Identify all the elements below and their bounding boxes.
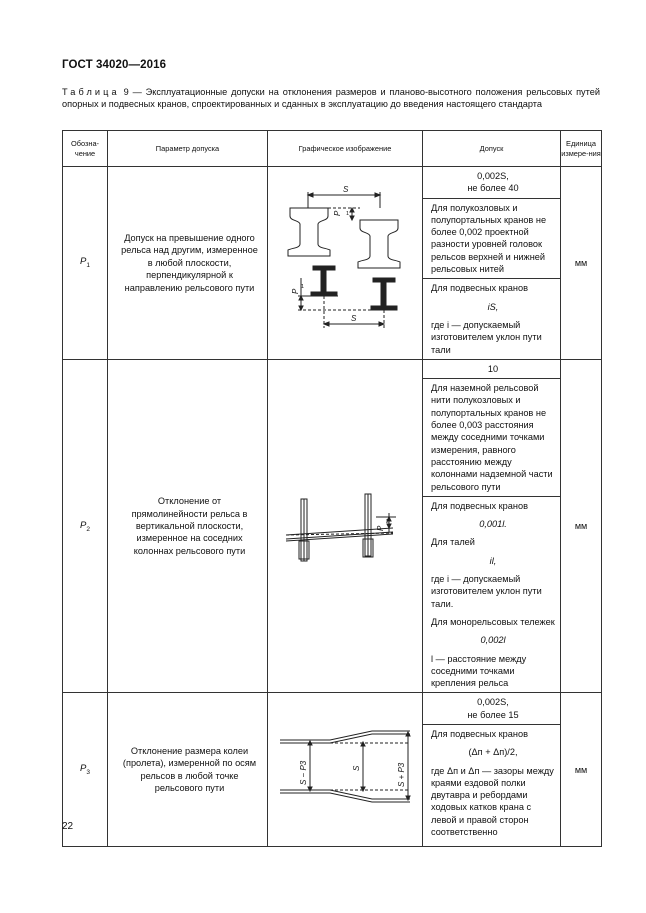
row-unit: мм [561, 693, 602, 847]
svg-text:S: S [351, 314, 357, 324]
rail-height-diagram [268, 178, 423, 347]
straightness-diagram [268, 371, 423, 682]
row-param: Отклонение размера колеи (пролета), измеренной по осям рельсов в любой точке рельсового пути [108, 693, 268, 847]
table-row [63, 167, 602, 360]
table-caption [62, 86, 600, 111]
header-figure: Графическое изображение [268, 131, 423, 167]
svg-text:P: P [376, 525, 385, 531]
row-figure [268, 359, 423, 693]
row-code: $P_2$ [63, 359, 108, 693]
row-figure [268, 167, 423, 360]
svg-text:1: 1 [346, 211, 350, 218]
row-unit: мм [561, 359, 602, 693]
svg-text:P: P [291, 289, 300, 295]
row-tolerance: 0,002S, не более 40 Для полукозловых и полупортальных кранов не более 0,002 проектной разности уровней головок рельсов верхней и нижней рельсовых нитей Для подвесных кранов iS, где i — допускаемый изготовителем уклон пути тали [423, 167, 561, 360]
caption-text: — Эксплуатационные допуски на отклонения размеров и планово-высотного положения рельсовых путей опорных и подвесных кранов, спроектированных и сданных в эксплуатацию до введения настоящего стандарта [62, 87, 600, 110]
svg-text:S − P3: S − P3 [299, 761, 308, 786]
row-figure [268, 693, 423, 847]
svg-text:S: S [343, 185, 349, 195]
page-number: 22 [62, 821, 74, 832]
caption-number: 9 [123, 87, 129, 97]
header-code: Обозна-чение [63, 131, 108, 167]
table-row [63, 693, 602, 847]
svg-text:P: P [333, 211, 342, 217]
header-unit: Единица измере-ния [561, 131, 602, 167]
row-unit: мм [561, 167, 602, 360]
row-param: Допуск на превышение одного рельса над другим, измеренное в любой плоскости, перпендикулярной к направлению рельсового пути [108, 167, 268, 360]
caption-label: Таблица [62, 87, 120, 97]
tolerance-table [62, 130, 602, 847]
row-code: $P_3$ [63, 693, 108, 847]
row-tolerance: 10 Для наземной рельсовой нити полукозловых и полупортальных кранов не более 0,003 расстояния между соседними точками измерения, равного расстоянию между колоннами надземной части рельсового пути Для подвесных кранов 0,001l. Для талей il, где i — допускаемый изготовителем уклон пути тали. Для монорельсовых тележек 0,002l l — расстояние между соседними точками крепления рельса [423, 359, 561, 693]
row-param: Отклонение от прямолинейности рельса в вертикальной плоскости, измеренное на соседних колоннах рельсового пути [108, 359, 268, 693]
header-param: Параметр допуска [108, 131, 268, 167]
document-header: ГОСТ 34020—2016 [62, 59, 167, 71]
header-tolerance: Допуск [423, 131, 561, 167]
table-row [63, 359, 602, 693]
svg-text:2: 2 [386, 518, 390, 525]
svg-text:S + P3: S + P3 [397, 763, 406, 788]
svg-text:S: S [352, 766, 361, 772]
table-header-row [63, 131, 602, 167]
svg-text:1: 1 [301, 284, 305, 291]
gauge-diagram [268, 693, 423, 846]
row-tolerance: 0,002S, не более 15 Для подвесных кранов (Δп + Δп)/2, где Δп и Δп — зазоры между краями ездовой полки двутавра и ребордами ходовых катков крана с левой и правой сторон соответственно [423, 693, 561, 847]
row-code: $P_1$ [63, 167, 108, 360]
